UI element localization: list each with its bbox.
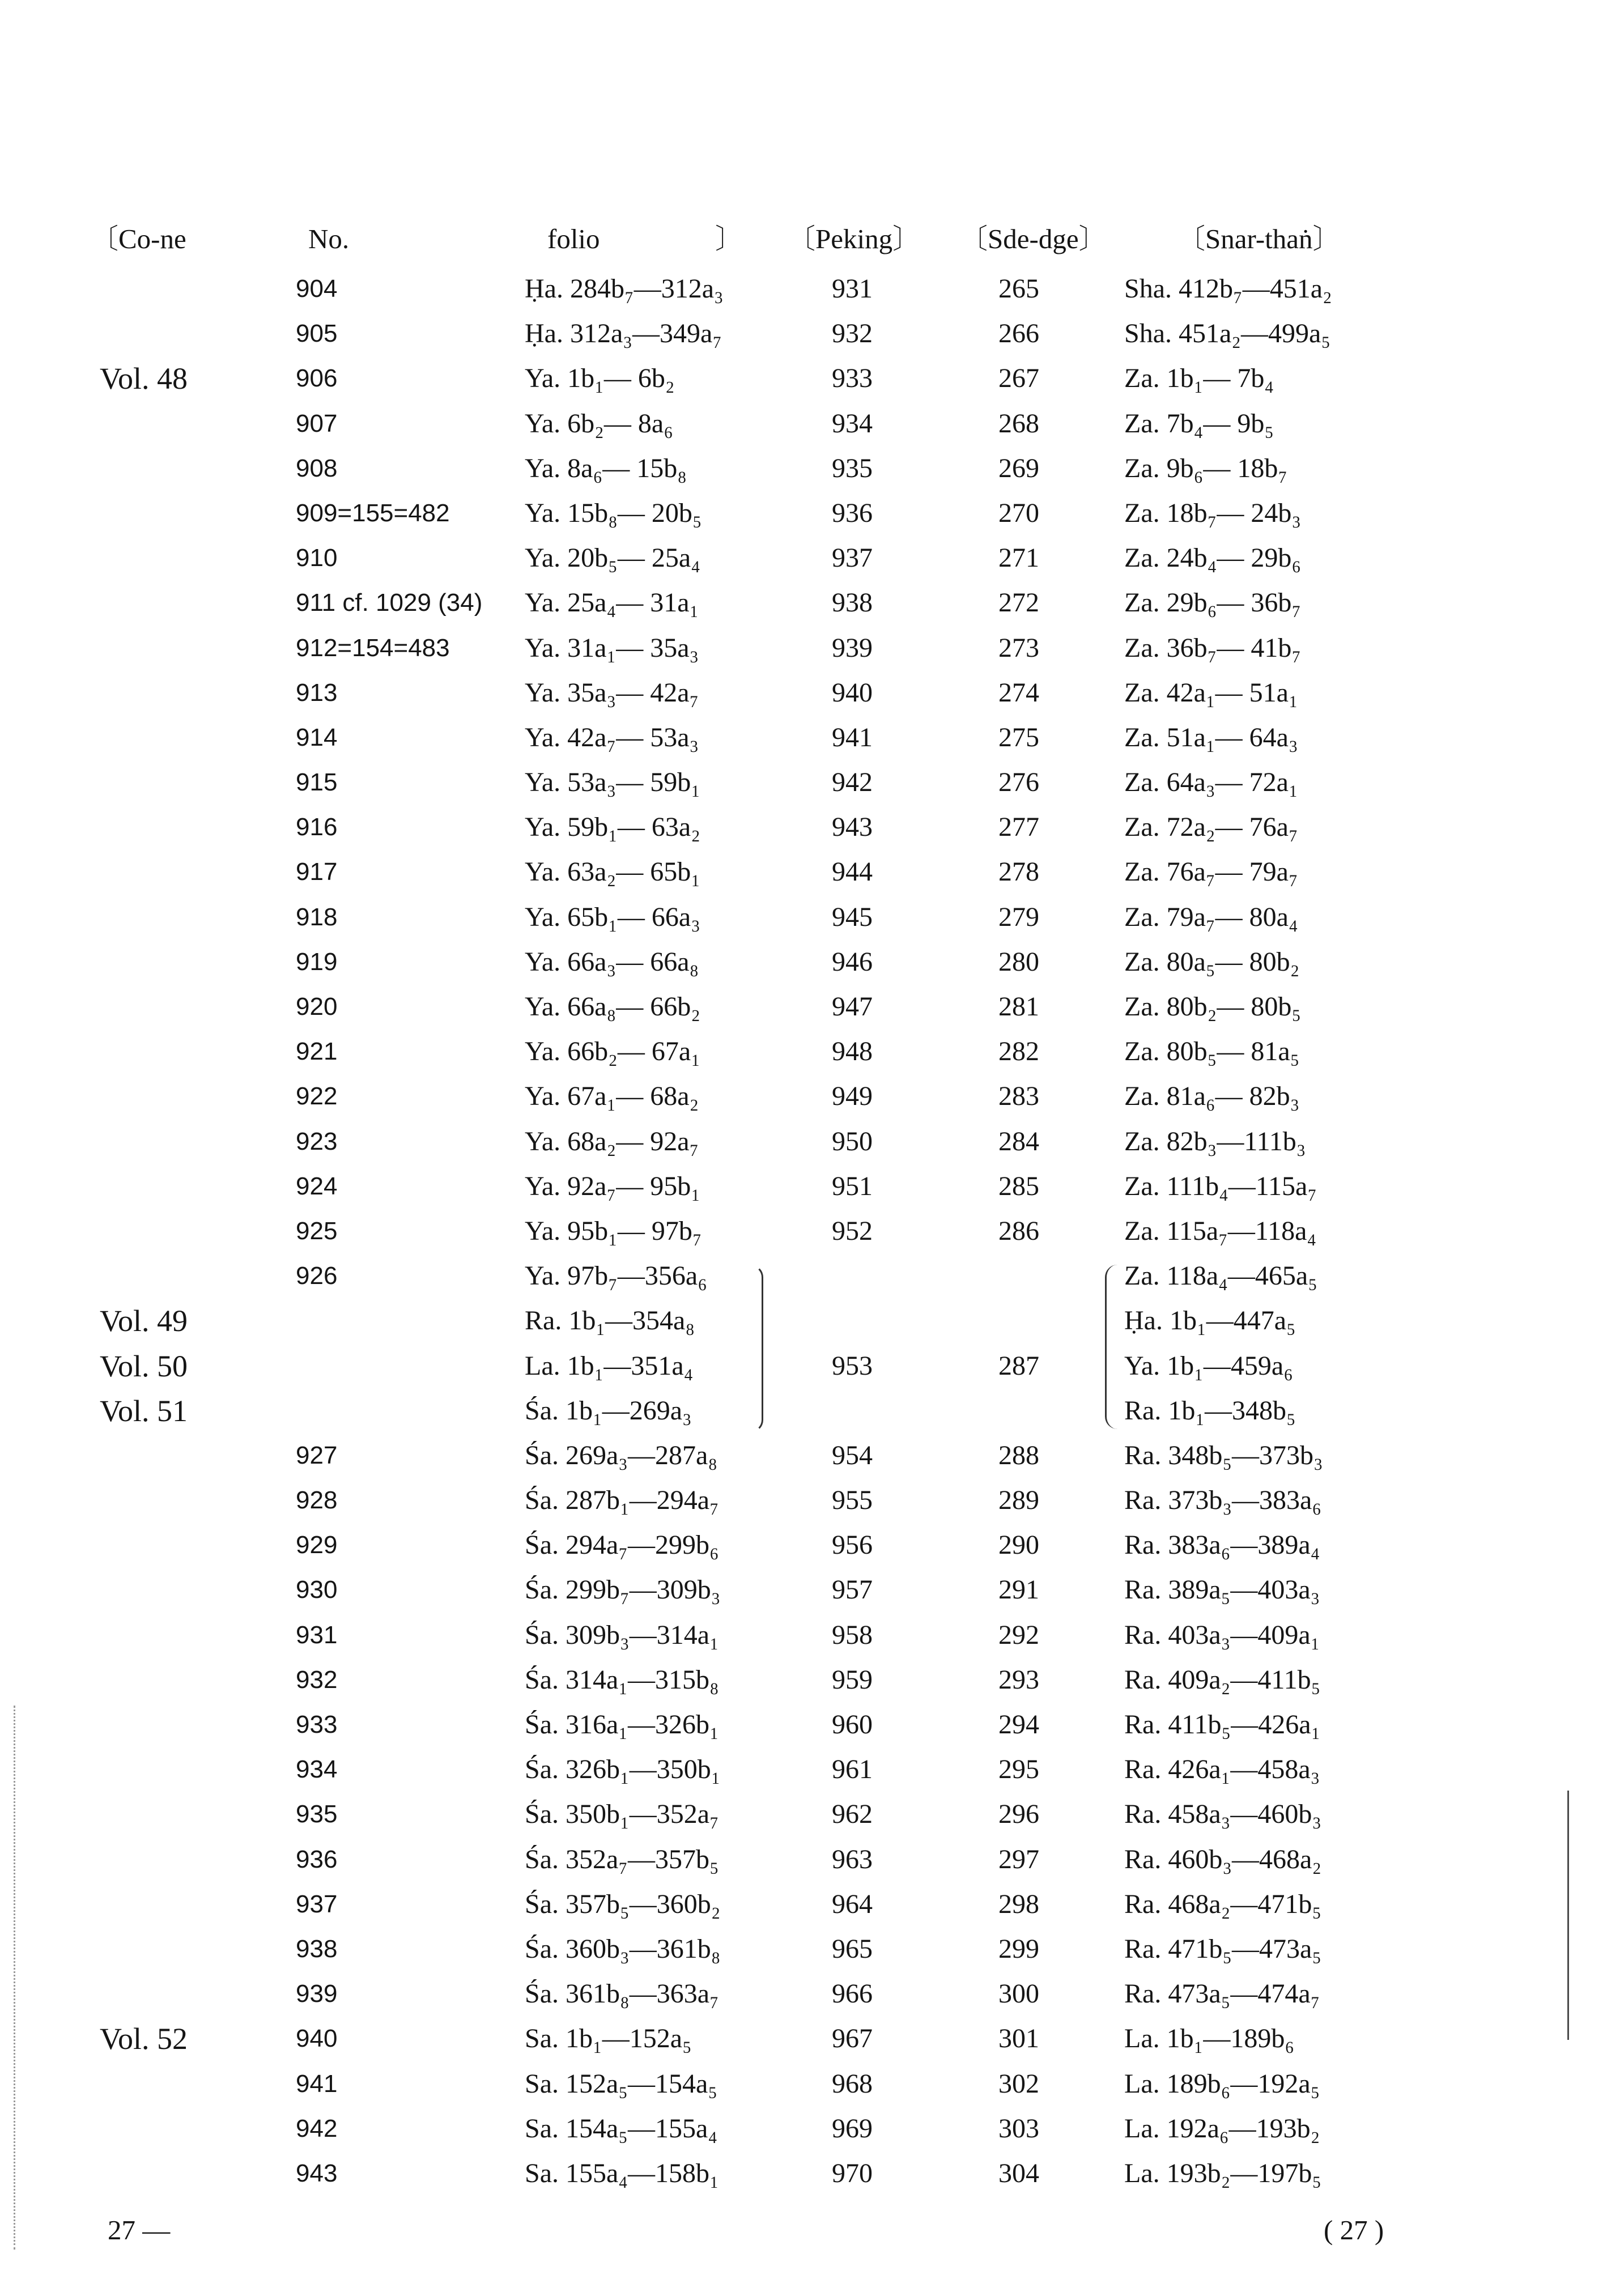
table-row — [0, 356, 1624, 401]
peking-number: 947 — [832, 992, 873, 1022]
entry-number: 911 cf. 1029 (34) — [296, 589, 483, 617]
cone-folio: Śa. 350b₁—352a₇ — [525, 1799, 719, 1830]
sde-dge-number: 295 — [998, 1754, 1039, 1785]
table-row — [0, 1747, 1624, 1792]
cone-folio: Ya. 59b₁— 63a₂ — [525, 812, 700, 843]
snar-than-folio: Ra. 473a₅—474a₇ — [1124, 1979, 1320, 2009]
peking-number: 945 — [832, 902, 873, 932]
table-row — [0, 1253, 1624, 1298]
page-number-left: 27 — — [108, 2214, 171, 2246]
table-row — [0, 266, 1624, 311]
volume-label: Vol. 52 — [100, 2022, 188, 2056]
sde-dge-number: 296 — [998, 1799, 1039, 1830]
snar-than-folio: Za. 29b₆— 36b₇ — [1124, 588, 1302, 618]
cone-folio: Ya. 67a₁— 68a₂ — [525, 1081, 699, 1112]
sde-dge-number: 291 — [998, 1575, 1039, 1605]
sde-dge-number: 267 — [998, 363, 1039, 394]
peking-number: 942 — [832, 767, 873, 798]
snar-than-folio: Ra. 471b₅—473a₅ — [1124, 1933, 1322, 1964]
entry-number: 914 — [296, 723, 338, 751]
table-row — [0, 1478, 1624, 1523]
table-row — [0, 1119, 1624, 1164]
table-row — [0, 760, 1624, 805]
snar-than-folio: Ra. 389a₅—403a₃ — [1124, 1575, 1320, 1605]
peking-number: 968 — [832, 2068, 873, 2099]
entry-number: 906 — [296, 364, 338, 393]
peking-number: 937 — [832, 543, 873, 573]
peking-number: 956 — [832, 1530, 873, 1561]
peking-number: 965 — [832, 1933, 873, 1964]
sde-dge-number: 300 — [998, 1979, 1039, 2009]
table-row — [0, 1702, 1624, 1747]
sde-dge-number: 280 — [998, 946, 1039, 977]
header-folio-bracket: 〕 — [715, 223, 743, 254]
snar-than-folio: Za. 7b₄— 9b₅ — [1124, 408, 1274, 439]
snar-than-folio: Ra. 348b₅—373b₃ — [1124, 1440, 1323, 1470]
peking-number: 954 — [832, 1440, 873, 1470]
cone-folio: Śa. 316a₁—326b₁ — [525, 1710, 719, 1740]
cone-folio: Śa. 352a₇—357b₅ — [525, 1844, 719, 1874]
snar-than-folio: Za. 18b₇— 24b₃ — [1124, 498, 1302, 528]
cone-folio: Ya. 66b₂— 67a₁ — [525, 1036, 700, 1067]
table-row — [0, 2151, 1624, 2196]
entry-number: 912=154=483 — [296, 633, 450, 662]
sde-dge-number: 302 — [998, 2068, 1039, 2099]
sde-dge-number: 292 — [998, 1619, 1039, 1650]
peking-number: 953 — [832, 1351, 873, 1381]
sde-dge-number: 297 — [998, 1844, 1039, 1874]
sde-dge-number: 272 — [998, 588, 1039, 618]
sde-dge-number: 268 — [998, 408, 1039, 439]
cone-folio: Śa. 360b₃—361b₈ — [525, 1933, 721, 1964]
cone-folio: Ya. 8a₆— 15b₈ — [525, 453, 687, 483]
cone-folio: Ya. 15b₈— 20b₅ — [525, 498, 702, 528]
cone-folio: Ya. 35a₃— 42a₇ — [525, 677, 699, 708]
sde-dge-number: 303 — [998, 2113, 1039, 2144]
sde-dge-number: 275 — [998, 722, 1039, 752]
entry-number: 938 — [296, 1934, 338, 1963]
right-brace-926-group — [747, 1265, 763, 1432]
table-row — [0, 1074, 1624, 1119]
cone-folio: Śa. 294a₇—299b₆ — [525, 1530, 719, 1561]
entry-number: 920 — [296, 993, 338, 1021]
entry-number: 924 — [296, 1172, 338, 1200]
cone-folio: Śa. 326b₁—350b₁ — [525, 1754, 721, 1785]
table-row — [0, 1433, 1624, 1478]
peking-number: 970 — [832, 2158, 873, 2188]
snar-than-folio: Za. 51a₁— 64a₃ — [1124, 722, 1298, 752]
peking-number: 949 — [832, 1081, 873, 1112]
volume-label: Vol. 51 — [100, 1393, 188, 1428]
snar-than-folio: Ra. 373b₃—383a₆ — [1124, 1485, 1322, 1516]
peking-number: 941 — [832, 722, 873, 752]
sde-dge-number: 273 — [998, 632, 1039, 663]
cone-folio: Ya. 1b₁— 6b₂ — [525, 363, 675, 394]
snar-than-folio: Za. 80a₅— 80b₂ — [1124, 946, 1300, 977]
cone-folio: Śa. 269a₃—287a₈ — [525, 1440, 718, 1470]
cone-folio: Śa. 1b₁—269a₃ — [525, 1395, 692, 1426]
cone-folio: Śa. 361b₈—363a₇ — [525, 1979, 719, 2009]
entry-number: 934 — [296, 1755, 338, 1784]
snar-than-folio: Za. 81a₆— 82b₃ — [1124, 1081, 1300, 1112]
entry-number: 939 — [296, 1980, 338, 2008]
peking-number: 938 — [832, 588, 873, 618]
cone-folio: Ya. 66a₃— 66a₈ — [525, 946, 699, 977]
snar-than-folio: Za. 42a₁— 51a₁ — [1124, 677, 1298, 708]
cone-folio: Ya. 63a₂— 65b₁ — [525, 857, 700, 887]
peking-number: 961 — [832, 1754, 873, 1785]
table-row — [0, 984, 1624, 1029]
cone-folio: Ya. 25a₄— 31a₁ — [525, 588, 699, 618]
cone-folio: Ya. 6b₂— 8a₆ — [525, 408, 673, 439]
binding-edge-dots — [14, 1706, 15, 2250]
snar-than-folio: Ra. 403a₃—409a₁ — [1124, 1619, 1320, 1650]
snar-than-folio: Za. 64a₃— 72a₁ — [1124, 767, 1298, 798]
sde-dge-number: 277 — [998, 812, 1039, 843]
table-row — [0, 1567, 1624, 1612]
entry-number: 904 — [296, 275, 338, 303]
snar-than-folio: Za. 111b₄—115a₇ — [1124, 1171, 1317, 1201]
peking-number: 966 — [832, 1979, 873, 2009]
sde-dge-number: 294 — [998, 1710, 1039, 1740]
peking-number: 939 — [832, 632, 873, 663]
table-row — [0, 1164, 1624, 1209]
peking-number: 944 — [832, 857, 873, 887]
snar-than-folio: Za. 36b₇— 41b₇ — [1124, 632, 1302, 663]
peking-number: 955 — [832, 1485, 873, 1516]
cone-folio: Ya. 20b₅— 25a₄ — [525, 543, 700, 573]
entry-number: 942 — [296, 2114, 338, 2142]
volume-label: Vol. 48 — [100, 362, 188, 396]
snar-than-folio: La. 1b₁—189b₆ — [1124, 2023, 1295, 2054]
peking-number: 932 — [832, 318, 873, 349]
entry-number: 915 — [296, 768, 338, 797]
sde-dge-number: 293 — [998, 1664, 1039, 1695]
sde-dge-number: 283 — [998, 1081, 1039, 1112]
page-number-right: ( 27 ) — [1324, 2214, 1384, 2246]
entry-number: 927 — [296, 1441, 338, 1469]
snar-than-folio: Ḥa. 1b₁—447a₅ — [1124, 1306, 1296, 1336]
entry-number: 936 — [296, 1845, 338, 1873]
entry-number: 933 — [296, 1711, 338, 1738]
table-row — [0, 311, 1624, 356]
cone-folio: Sa. 154a₅—155a₄ — [525, 2113, 718, 2144]
snar-than-folio: Sha. 451a₂—499a₅ — [1124, 318, 1331, 349]
sde-dge-number: 282 — [998, 1036, 1039, 1067]
header-cone: 〔Co-ne — [91, 223, 186, 254]
snar-than-folio: Za. 80b₅— 81a₅ — [1124, 1036, 1300, 1067]
table-row — [0, 535, 1624, 580]
table-row — [0, 1882, 1624, 1927]
snar-than-folio: Za. 24b₄— 29b₆ — [1124, 543, 1302, 573]
table-row — [0, 491, 1624, 535]
sde-dge-number: 288 — [998, 1440, 1039, 1470]
entry-number: 930 — [296, 1576, 338, 1604]
volume-label: Vol. 50 — [100, 1349, 188, 1383]
table-row — [0, 2061, 1624, 2106]
table-row — [0, 1657, 1624, 1702]
entry-number: 907 — [296, 409, 338, 437]
entry-number: 923 — [296, 1127, 338, 1155]
snar-than-folio: Ra. 458a₃—460b₃ — [1124, 1799, 1322, 1830]
snar-than-folio: Ya. 1b₁—459a₆ — [1124, 1350, 1293, 1381]
snar-than-folio: Ra. 409a₂—411b₅ — [1124, 1664, 1321, 1695]
cone-folio: Sa. 152a₅—154a₅ — [525, 2068, 718, 2099]
table-row — [0, 805, 1624, 849]
cone-folio: Ya. 31a₁— 35a₃ — [525, 632, 699, 663]
sde-dge-number: 270 — [998, 498, 1039, 528]
snar-than-folio: Ra. 468a₂—471b₅ — [1124, 1889, 1322, 1919]
entry-number: 910 — [296, 544, 338, 572]
cone-folio: Ya. 65b₁— 66a₃ — [525, 902, 700, 932]
entry-number: 921 — [296, 1038, 338, 1066]
table-row — [0, 1837, 1624, 1882]
table-row — [0, 2106, 1624, 2151]
entry-number: 935 — [296, 1800, 338, 1829]
entry-number: 916 — [296, 813, 338, 841]
snar-than-folio: Za. 72a₂— 76a₇ — [1124, 812, 1298, 843]
entry-number: 929 — [296, 1531, 338, 1559]
peking-number: 969 — [832, 2113, 873, 2144]
snar-than-folio: Za. 82b₃—111b₃ — [1124, 1126, 1306, 1156]
cone-folio: Ḥa. 284b₇—312a₃ — [525, 274, 724, 304]
table-row — [0, 670, 1624, 715]
snar-than-folio: Ra. 383a₆—389a₄ — [1124, 1530, 1320, 1561]
cone-folio: Ya. 66a₈— 66b₂ — [525, 992, 700, 1022]
table-row — [0, 1971, 1624, 2016]
cone-folio: Śa. 299b₇—309b₃ — [525, 1575, 721, 1605]
peking-number: 934 — [832, 408, 873, 439]
snar-than-folio: Za. 9b₆— 18b₇ — [1124, 453, 1288, 483]
table-row — [0, 446, 1624, 491]
cone-folio: Śa. 287b₁—294a₇ — [525, 1485, 719, 1516]
header-sde-dge: 〔Sde-dge〕 — [960, 223, 1107, 254]
cone-folio: Śa. 309b₃—314a₁ — [525, 1619, 719, 1650]
peking-number: 962 — [832, 1799, 873, 1830]
entry-number: 922 — [296, 1082, 338, 1111]
table-row — [0, 1388, 1624, 1433]
cone-folio: Sa. 155a₄—158b₁ — [525, 2158, 719, 2188]
entry-number: 941 — [296, 2069, 338, 2098]
snar-than-folio: Za. 79a₇— 80a₄ — [1124, 902, 1298, 932]
cone-folio: La. 1b₁—351a₄ — [525, 1350, 694, 1381]
cone-folio: Ya. 97b₇—356a₆ — [525, 1261, 707, 1291]
peking-number: 967 — [832, 2023, 873, 2054]
snar-than-folio: Za. 118a₄—465a₅ — [1124, 1261, 1317, 1291]
entry-number: 931 — [296, 1621, 338, 1649]
peking-number: 948 — [832, 1036, 873, 1067]
snar-than-folio: La. 193b₂—197b₅ — [1124, 2158, 1322, 2188]
entry-number: 928 — [296, 1486, 338, 1515]
table-row — [0, 1523, 1624, 1567]
entry-number: 926 — [296, 1262, 338, 1290]
sde-dge-number: 281 — [998, 992, 1039, 1022]
snar-than-folio: La. 189b₆—192a₅ — [1124, 2068, 1320, 2099]
entry-number: 919 — [296, 947, 338, 976]
peking-number: 936 — [832, 498, 873, 528]
snar-than-folio: Sha. 412b₇—451a₂ — [1124, 274, 1332, 304]
peking-number: 933 — [832, 363, 873, 394]
sde-dge-number: 301 — [998, 2023, 1039, 2054]
sde-dge-number: 266 — [998, 318, 1039, 349]
table-row — [0, 1613, 1624, 1657]
header-folio: folio — [547, 223, 600, 254]
cone-folio: Ya. 92a₇— 95b₁ — [525, 1171, 700, 1201]
left-brace-926-group — [1105, 1265, 1121, 1429]
table-row — [0, 1029, 1624, 1074]
concordance-table — [0, 266, 1624, 2196]
sde-dge-number: 265 — [998, 274, 1039, 304]
sde-dge-number: 304 — [998, 2158, 1039, 2188]
sde-dge-number: 274 — [998, 677, 1039, 708]
table-row — [0, 715, 1624, 760]
peking-number: 959 — [832, 1664, 873, 1695]
peking-number: 943 — [832, 812, 873, 843]
table-row — [0, 895, 1624, 939]
table-row — [0, 1343, 1624, 1388]
volume-label: Vol. 49 — [100, 1304, 188, 1338]
snar-than-folio: La. 192a₆—193b₂ — [1124, 2113, 1320, 2144]
peking-number: 957 — [832, 1575, 873, 1605]
snar-than-folio: Ra. 1b₁—348b₅ — [1124, 1395, 1296, 1426]
peking-number: 960 — [832, 1710, 873, 1740]
cone-folio: Śa. 314a₁—315b₈ — [525, 1664, 719, 1695]
cone-folio: Śa. 357b₅—360b₂ — [525, 1889, 721, 1919]
sde-dge-number: 271 — [998, 543, 1039, 573]
table-row — [0, 849, 1624, 894]
header-number: No. — [308, 223, 350, 254]
snar-than-folio: Za. 80b₂— 80b₅ — [1124, 992, 1302, 1022]
table-row — [0, 1927, 1624, 1971]
entry-number: 932 — [296, 1665, 338, 1694]
table-row — [0, 1792, 1624, 1836]
entry-number: 925 — [296, 1217, 338, 1245]
entry-number: 918 — [296, 903, 338, 931]
snar-than-folio: Ra. 411b₅—426a₁ — [1124, 1710, 1321, 1740]
peking-number: 964 — [832, 1889, 873, 1919]
entry-number: 913 — [296, 678, 338, 707]
peking-number: 958 — [832, 1619, 873, 1650]
cone-folio: Ya. 68a₂— 92a₇ — [525, 1126, 699, 1156]
peking-number: 952 — [832, 1215, 873, 1246]
sde-dge-number: 298 — [998, 1889, 1039, 1919]
cone-folio: Ya. 42a₇— 53a₃ — [525, 722, 699, 752]
peking-number: 963 — [832, 1844, 873, 1874]
table-row — [0, 1209, 1624, 1253]
sde-dge-number: 289 — [998, 1485, 1039, 1516]
header-snar-than: 〔Snar-thaṅ〕 — [1177, 223, 1341, 254]
sde-dge-number: 269 — [998, 453, 1039, 483]
entry-number: 940 — [296, 2025, 338, 2053]
entry-number: 909=155=482 — [296, 499, 450, 527]
table-row — [0, 580, 1624, 625]
peking-number: 951 — [832, 1171, 873, 1201]
sde-dge-number: 286 — [998, 1215, 1039, 1246]
cone-folio: Ya. 53a₃— 59b₁ — [525, 767, 700, 798]
entry-number: 943 — [296, 2159, 338, 2187]
snar-than-folio: Za. 1b₁— 7b₄ — [1124, 363, 1274, 394]
cone-folio: Ya. 95b₁— 97b₇ — [525, 1215, 702, 1246]
snar-than-folio: Za. 76a₇— 79a₇ — [1124, 857, 1298, 887]
table-row — [0, 626, 1624, 670]
sde-dge-number: 299 — [998, 1933, 1039, 1964]
cone-folio: Sa. 1b₁—152a₅ — [525, 2023, 692, 2054]
table-row — [0, 401, 1624, 446]
snar-than-folio: Ra. 426a₁—458a₃ — [1124, 1754, 1320, 1785]
margin-rule — [1567, 1791, 1569, 2040]
sde-dge-number: 278 — [998, 857, 1039, 887]
cone-folio: Ḥa. 312a₃—349a₇ — [525, 318, 722, 349]
sde-dge-number: 290 — [998, 1530, 1039, 1561]
snar-than-folio: Ra. 460b₃—468a₂ — [1124, 1844, 1322, 1874]
sde-dge-number: 287 — [998, 1351, 1039, 1381]
snar-than-folio: Za. 115a₇—118a₄ — [1124, 1215, 1317, 1246]
peking-number: 940 — [832, 677, 873, 708]
table-row — [0, 939, 1624, 984]
peking-number: 931 — [832, 274, 873, 304]
entry-number: 905 — [296, 320, 338, 348]
entry-number: 937 — [296, 1890, 338, 1918]
entry-number: 917 — [296, 858, 338, 886]
entry-number: 908 — [296, 454, 338, 482]
cone-folio: Ra. 1b₁—354a₈ — [525, 1306, 695, 1336]
peking-number: 946 — [832, 946, 873, 977]
sde-dge-number: 285 — [998, 1171, 1039, 1201]
peking-number: 950 — [832, 1126, 873, 1156]
peking-number: 935 — [832, 453, 873, 483]
sde-dge-number: 276 — [998, 767, 1039, 798]
header-peking: 〔Peking〕 — [788, 223, 921, 254]
table-row — [0, 2016, 1624, 2061]
sde-dge-number: 279 — [998, 902, 1039, 932]
sde-dge-number: 284 — [998, 1126, 1039, 1156]
